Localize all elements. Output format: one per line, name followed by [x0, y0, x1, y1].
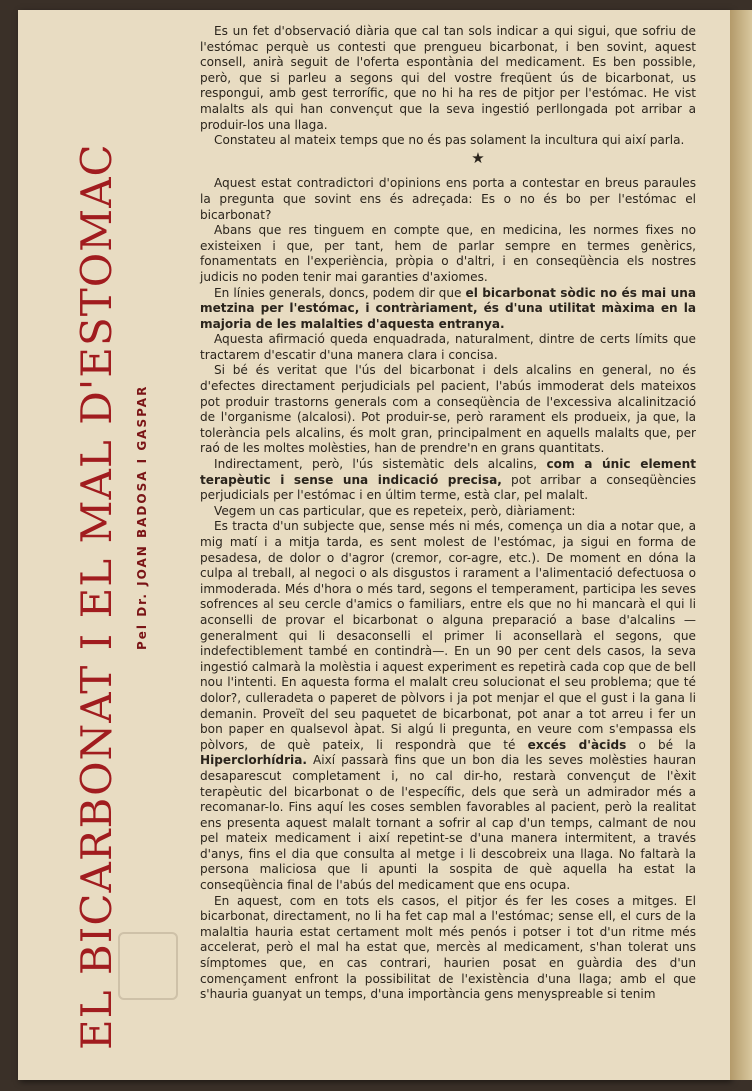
emphasis-text: el bicarbonat sòdic no és mai una metzina per l'estómac, i contràriament, és d'una utilitat màxima en la majoria de les malalties d'aquesta entranya.	[200, 285, 696, 331]
paragraph: Constateu al mateix temps que no és pas solament la incultura qui així parla.	[214, 133, 685, 148]
section-star: ★	[471, 148, 485, 167]
library-watermark	[118, 932, 178, 1000]
page-edge	[730, 10, 752, 1080]
emphasis-text: excés d'àcids	[527, 737, 627, 752]
paragraph	[200, 286, 696, 333]
paragraph: Es un fet d'observació diària que cal tan sols indicar a qui sigui, que sofriu de l'estómac perquè us contesti que prengueu bicarbonat, i ben sovint, aquest consell, anirà seguit de l'oferta espontània del medicament. Es ben possible, però, que si parleu a segons qui del vostre freqüent ús de bicarbonat, us respongui, amb gest terrorífic, que no hi ha res de pitjor per l'estómac. He vist malalts als qui han convençut que la seva ingestió perllongada pot arribar a produir-los una llaga.	[200, 24, 696, 132]
text-run: pot arribar a conseqüències perjudicials per l'estómac i en últim terme, està clar, pel malalt.	[200, 472, 697, 503]
emphasis-text: com a únic element terapèutic i sense una indicació precisa,	[200, 457, 696, 487]
text-run: Indirectament, però, l'ús sistemàtic dels alcalins,	[214, 457, 547, 472]
emphasis-text: Hiperclorhídria.	[200, 753, 307, 768]
article-title: EL BICARBONAT I EL MAL D'ESTOMAC	[72, 143, 121, 1050]
paragraph: Vegem un cas particular, que es repeteix, però, diàriament:	[214, 503, 576, 518]
paragraph	[200, 519, 696, 893]
paragraph: Aquest estat contradictori d'opinions ens porta a contestar en breus paraules la pregunta que sovint ens és adreçada: Es o no és bo per l'estómac el bicarbonat?	[200, 176, 696, 222]
text-run: En línies generals, doncs, podem dir que	[214, 285, 466, 300]
text-run: Es tracta d'un subjecte que, sense més ni més, comença un dia a notar que, a mig matí i a mitja tarda, es sent molest de l'estómac, ja sigui en forma de pesadesa, de dolor o d'agror (cremor, cor-agre, etc.). De moment en dóna la culpa al treball, al negoci o als disgustos i rarament a l'alimentació defectuosa o immoderada. Més d'hora o més tard, segons el temperament, participa les seves sofrences al seu cercle d'amics o familiars, entre els que no hi mancarà el qui li aconselli de provar el bicarbonat o alguna preparació a base d'alcalins —generalment qui li desaconselli el primer li aconsellarà el segons, que indefectiblement també en contindrà—. En un 90 per cent dels casos, la seva ingestió calmarà la molèstia i aquest experiment es repetirà cada cop que de bell nou l'intenti. En aquesta forma el malalt creu solucionat el seu problema; que té dolor?, culleradeta o paperet de pòlvors i ja pot menjar el que el gust i la gana li demanin. Proveït del seu paquetet de bicarbonat, pot anar a tot arreu i fer un bon paper en qualsevol àpat. Si algú li pregunta, en veure com s'empassa els pòlvors, de què pateix, li respondrà que té	[200, 519, 696, 752]
text-run: Així passarà fins que un bon dia les seves molèsties hauran desaparescut completament i, no cal dir-ho, restarà convençut de l'èxit terapèutic del bicarbonat o de l'específic, dels que serà un admirador més a recomanar-lo. Fins aquí les coses semblen favorables al pacient, però la realitat ens presenta aquest malalt tornant a sofrir al cap d'un temps, calmant de nou pel mateix medicament i així repetint-se d'una manera intermitent, a través d'anys, fins el dia que consulta al metge i li descobreix una llaga. No faltarà la persona maliciosa que li apunti la sospita de què aquella ha estat la conseqüència final de l'abús del medicament que ens ocupa.	[200, 753, 696, 893]
author-byline: Pel Dr. JOAN BADOSA I GASPAR	[135, 384, 149, 650]
paragraph	[200, 457, 696, 504]
text-run: o bé la	[626, 737, 697, 752]
paragraph: En aquest, com en tots els casos, el pitjor és fer les coses a mitges. El bicarbonat, directament, no li ha fet cap mal a l'estómac; sense ell, el curs de la malaltia hauria estat certament molt més penós i potser i tot d'un ritme més accelerat, però el mal ha estat que, mercès al medicament, s'han tolerat uns símptomes que, en cas contrari, haurien posat en guàrdia des d'un començament enfront la possibilitat de l'existència d'una llaga; amb el que s'hauria guanyat un temps, d'una importància gens menyspreable si tenim	[200, 893, 696, 1002]
paragraph: Si bé és veritat que l'ús del bicarbonat i dels alcalins en general, no és d'efectes directament perjudicials pel pacient, l'abús immoderat dels mateixos pot produir trastorns generals com a conseqüència de l'excessiva alcalinització de l'organisme (alcalosi). Pot produir-se, però rarament els produeix, ja que, la tolerància pels alcalins, és molt gran, principalment en aquells malalts que, per raó de les moltes molèsties, han de prendre'n en grans quantitats.	[200, 363, 696, 456]
article-body	[200, 24, 696, 1003]
paragraph: Aquesta afirmació queda enquadrada, naturalment, dintre de certs límits que tractarem d'escatir d'una manera clara i concisa.	[200, 332, 696, 362]
paragraph: Abans que res tinguem en compte que, en medicina, les normes fixes no existeixen i que, per tant, hem de parlar sempre en termes genèrics, fonamentats en l'experiència, pròpia o d'altri, i en conseqüència els nostres judicis no poden tenir mai garanties d'axiomes.	[200, 223, 696, 284]
